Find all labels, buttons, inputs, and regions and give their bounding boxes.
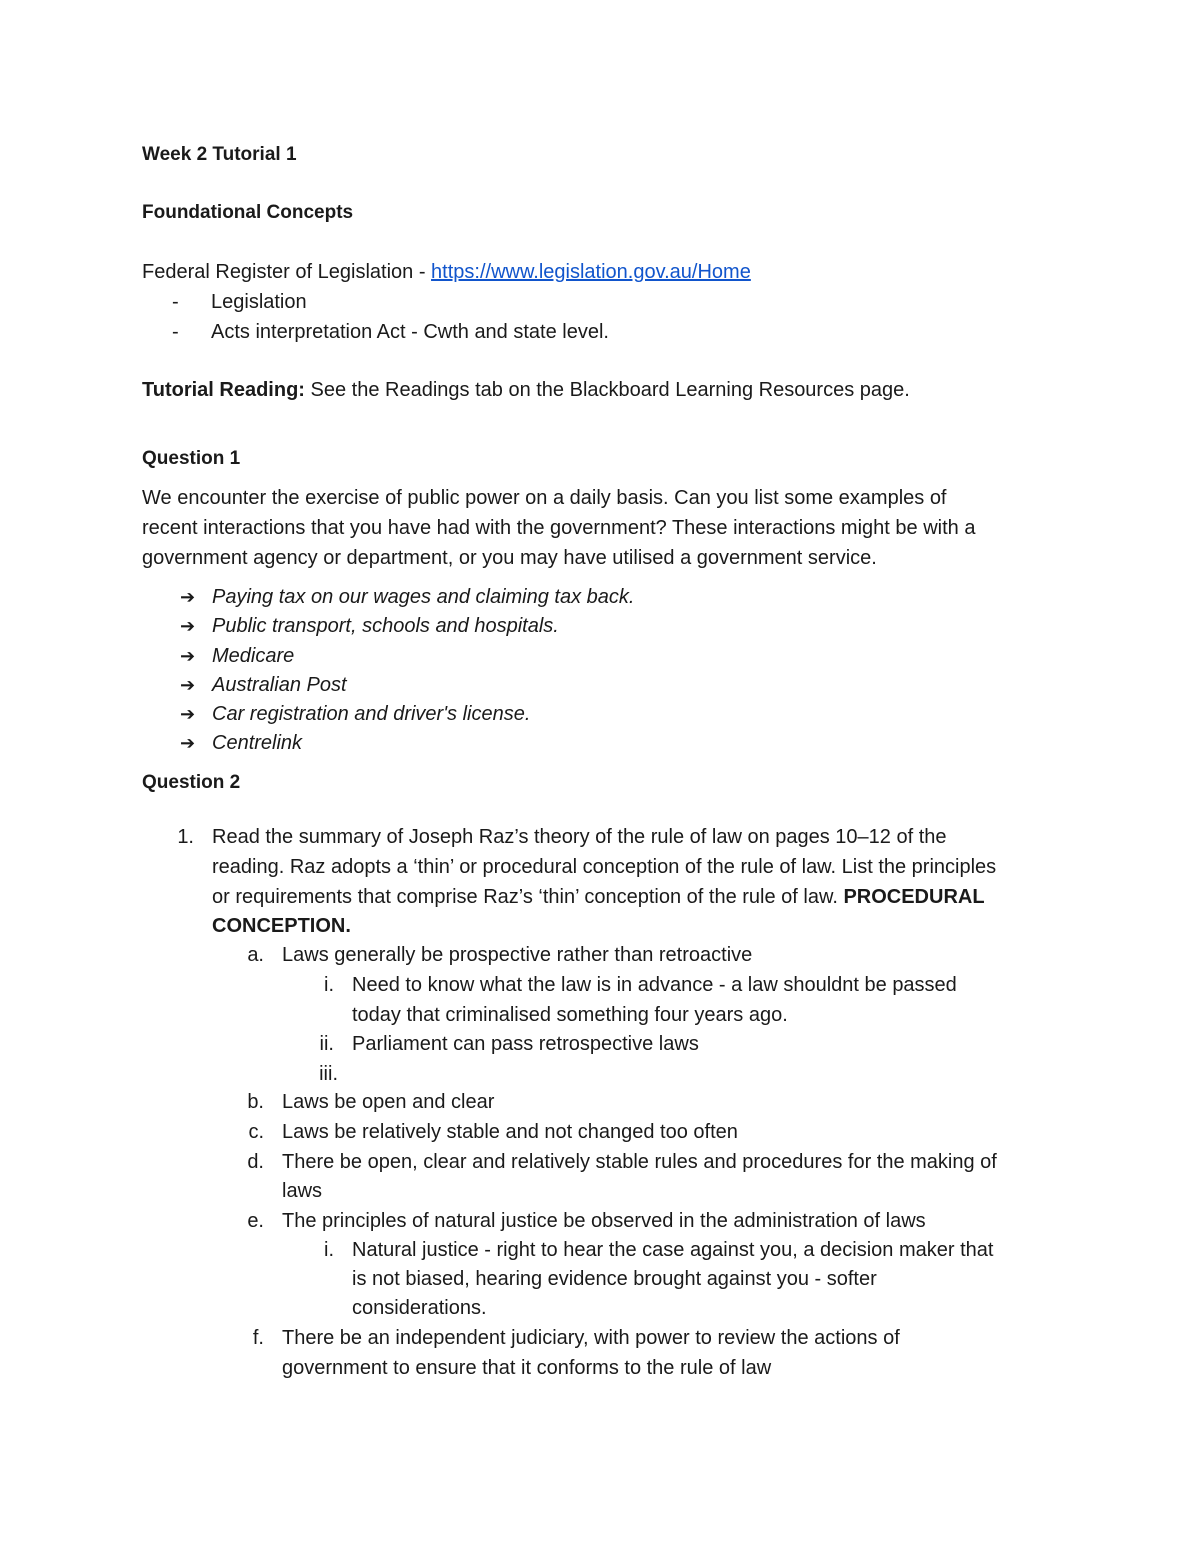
- answer-item: Australian Post: [212, 674, 347, 696]
- answer-item: Car registration and driver's license.: [212, 703, 531, 725]
- arrow-bullet-icon: ➔: [180, 675, 196, 695]
- question-2-bold: CONCEPTION.: [212, 915, 351, 937]
- sub-point: is not biased, hearing evidence brought against you - softer: [352, 1268, 877, 1290]
- answer-item: Medicare: [212, 645, 295, 667]
- page-title: Week 2 Tutorial 1: [142, 144, 297, 165]
- principle-item: Laws generally be prospective rather than retroactive: [282, 944, 753, 966]
- procedural-bold: PROCEDURAL: [843, 886, 985, 908]
- question-1-text: government agency or department, or you may have utilised a government service.: [142, 547, 877, 569]
- register-item: Acts interpretation Act - Cwth and state level.: [211, 321, 609, 343]
- arrow-bullet-icon: ➔: [180, 646, 196, 666]
- list-marker: b.: [247, 1091, 264, 1113]
- reading-line: [142, 378, 910, 402]
- list-marker: i.: [324, 1239, 334, 1261]
- sub-point: Parliament can pass retrospective laws: [352, 1033, 699, 1055]
- principle-item: There be an independent judiciary, with power to review the actions of: [282, 1327, 900, 1349]
- reading-label: Tutorial Reading:: [142, 379, 305, 401]
- list-marker: f.: [252, 1327, 264, 1349]
- list-marker: a.: [247, 944, 264, 966]
- sub-point: Need to know what the law is in advance - a law shouldnt be passed: [352, 974, 957, 996]
- register-item: Legislation: [211, 291, 307, 313]
- section-heading: Foundational Concepts: [142, 202, 354, 223]
- question-2-text: or requirements that comprise Raz’s ‘thin’ conception of the rule of law. PROCEDURAL: [212, 886, 985, 908]
- list-marker: ii.: [319, 1033, 334, 1055]
- principle-item: The principles of natural justice be observed in the administration of laws: [282, 1210, 926, 1232]
- sub-point: considerations.: [352, 1297, 487, 1319]
- answer-item: Public transport, schools and hospitals.: [212, 615, 559, 637]
- answer-item: Paying tax on our wages and claiming tax back.: [212, 586, 635, 608]
- sub-point: today that criminalised something four years ago.: [352, 1004, 788, 1026]
- dash-marker: -: [172, 321, 179, 343]
- arrow-bullet-icon: ➔: [180, 587, 196, 607]
- legislation-link[interactable]: https://www.legislation.gov.au/Home: [431, 261, 751, 283]
- question-1-text: We encounter the exercise of public power on a daily basis. Can you list some examples of: [142, 487, 947, 509]
- sub-point: Natural justice - right to hear the case against you, a decision maker that: [352, 1239, 994, 1261]
- principle-item: Laws be relatively stable and not changed too often: [282, 1121, 738, 1143]
- arrow-bullet-icon: ➔: [180, 616, 196, 636]
- list-marker: i.: [324, 974, 334, 996]
- reading-text: See the Readings tab on the Blackboard Learning Resources page.: [304, 379, 910, 401]
- register-line: [142, 260, 751, 284]
- principle-item: There be open, clear and relatively stable rules and procedures for the making of: [282, 1151, 997, 1173]
- dash-marker: -: [172, 291, 179, 313]
- question-1-heading: Question 1: [142, 448, 241, 469]
- question-2-text: reading. Raz adopts a ‘thin’ or procedural conception of the rule of law. List the principles: [212, 856, 997, 878]
- list-marker: 1.: [177, 826, 194, 848]
- arrow-bullet-icon: ➔: [180, 704, 196, 724]
- arrow-bullet-icon: ➔: [180, 733, 196, 753]
- answer-item: Centrelink: [212, 732, 303, 754]
- list-marker: c.: [248, 1121, 264, 1143]
- list-marker: e.: [247, 1210, 264, 1232]
- principle-item: laws: [282, 1180, 323, 1202]
- register-label: Federal Register of Legislation -: [142, 261, 432, 283]
- question-2-text: Read the summary of Joseph Raz’s theory of the rule of law on pages 10–12 of the: [212, 826, 947, 848]
- question-2-heading: Question 2: [142, 772, 241, 793]
- list-marker: iii.: [319, 1063, 338, 1085]
- list-marker: d.: [247, 1151, 264, 1173]
- principle-item: government to ensure that it conforms to the rule of law: [282, 1357, 772, 1379]
- question-1-text: recent interactions that you have had with the government? These interactions might be with a: [142, 517, 976, 539]
- principle-item: Laws be open and clear: [282, 1091, 495, 1113]
